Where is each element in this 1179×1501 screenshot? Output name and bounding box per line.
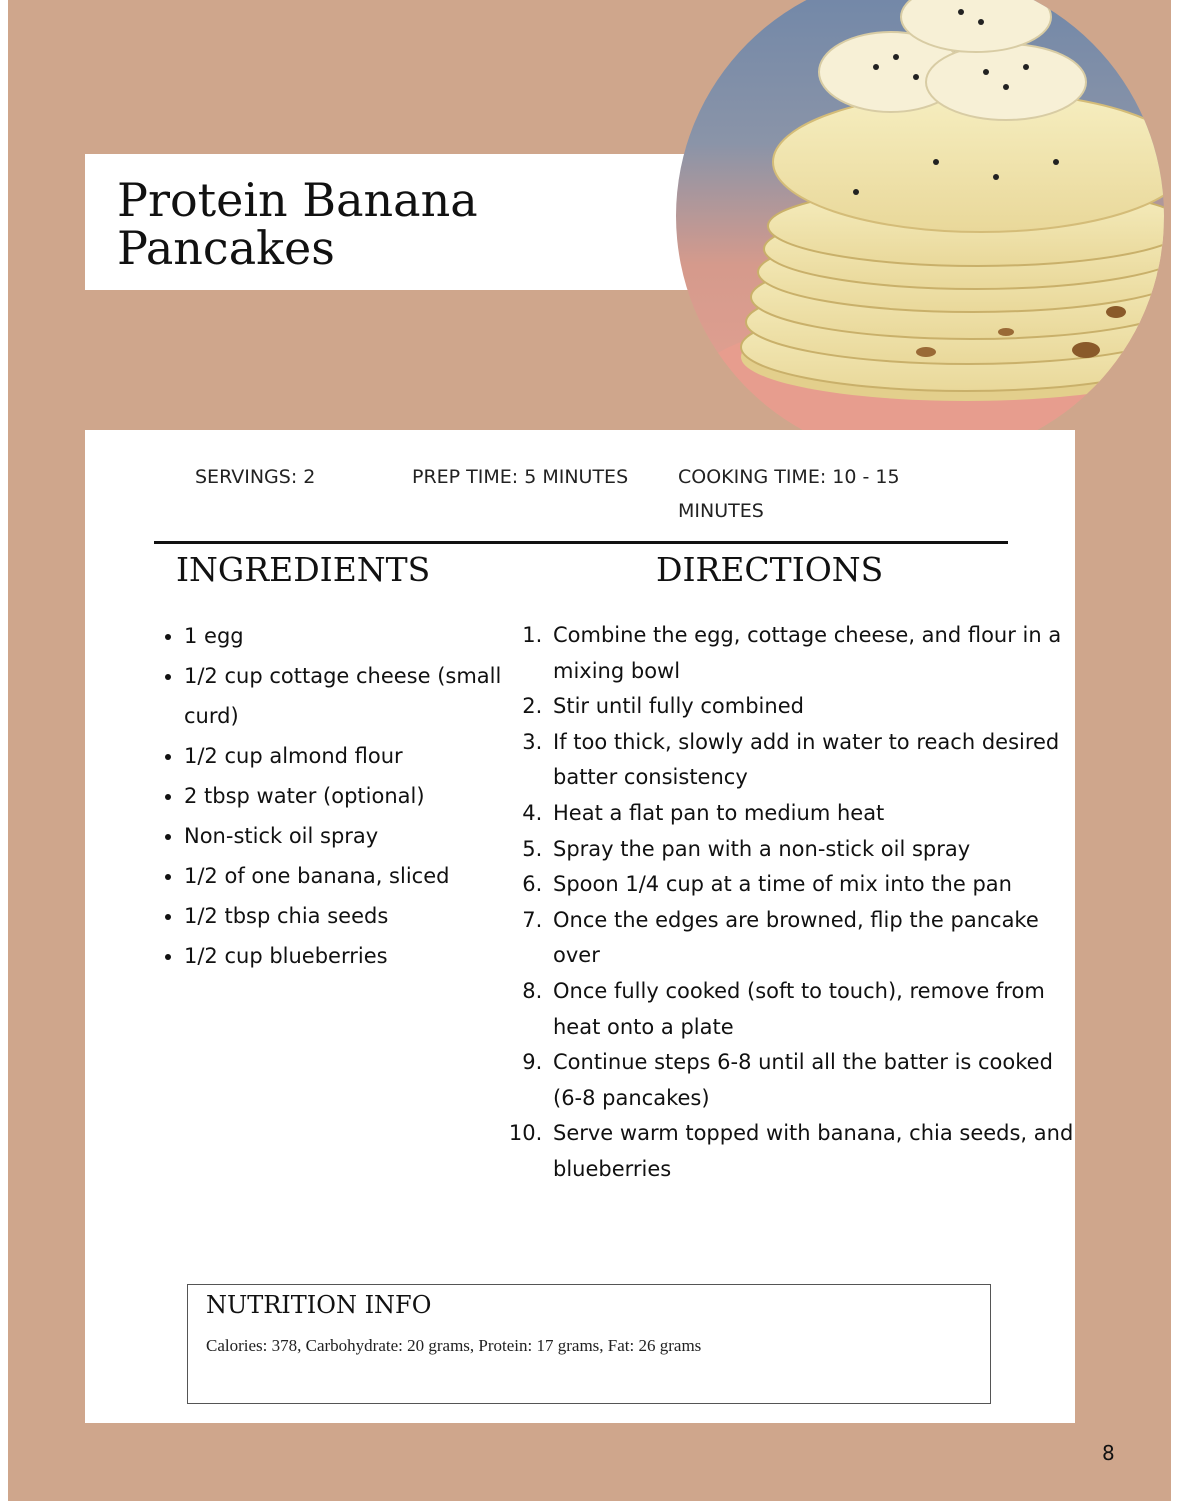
cooking-time: COOKING TIME: 10 - 15 MINUTES <box>678 466 900 522</box>
page-number: 8 <box>1102 1441 1115 1465</box>
direction-step: 1. Combine the egg, cottage cheese, and flour in a mixing bowl <box>549 618 1084 689</box>
directions-heading: DIRECTIONS <box>656 550 884 589</box>
direction-step: 7. Once the edges are browned, flip the pancake over <box>549 903 1084 974</box>
recipe-title: Protein Banana Pancakes <box>117 173 478 275</box>
ingredients-list <box>157 616 514 976</box>
nutrition-box <box>187 1284 991 1404</box>
direction-step: 8. Once fully cooked (soft to touch), remove from heat onto a plate <box>549 974 1084 1045</box>
servings: SERVINGS: 2 <box>195 466 316 488</box>
direction-step: 6. Spoon 1/4 cup at a time of mix into the pan <box>549 867 1084 903</box>
direction-step: 2. Stir until fully combined <box>549 689 1084 725</box>
prep-time: PREP TIME: 5 MINUTES <box>412 466 629 488</box>
ingredient-item: • 2 tbsp water (optional) <box>184 776 514 816</box>
nutrition-text: Calories: 378, Carbohydrate: 20 grams, Protein: 17 grams, Fat: 26 grams <box>206 1336 702 1355</box>
direction-step: 3. If too thick, slowly add in water to reach desired batter consistency <box>549 725 1084 796</box>
divider <box>154 541 1008 544</box>
ingredients-heading: INGREDIENTS <box>176 550 431 589</box>
direction-step: 4. Heat a flat pan to medium heat <box>549 796 1084 832</box>
recipe-card <box>85 430 1075 1423</box>
ingredient-item: • 1/2 cup almond flour <box>184 736 514 776</box>
ingredient-item: • 1/2 cup cottage cheese (small curd) <box>184 656 514 736</box>
ingredient-item: • 1 egg <box>184 616 514 656</box>
ingredient-item: • 1/2 cup blueberries <box>184 936 514 976</box>
ingredient-item: • Non-stick oil spray <box>184 816 514 856</box>
nutrition-heading: NUTRITION INFO <box>206 1291 432 1319</box>
direction-step: 9. Continue steps 6-8 until all the batter is cooked (6-8 pancakes) <box>549 1045 1084 1116</box>
title-box <box>85 154 745 290</box>
direction-step: 10. Serve warm topped with banana, chia seeds, and blueberries <box>549 1116 1084 1187</box>
directions-list <box>517 618 1084 1188</box>
ingredient-item: • 1/2 tbsp chia seeds <box>184 896 514 936</box>
ingredient-item: • 1/2 of one banana, sliced <box>184 856 514 896</box>
direction-step: 5. Spray the pan with a non-stick oil spray <box>549 832 1084 868</box>
